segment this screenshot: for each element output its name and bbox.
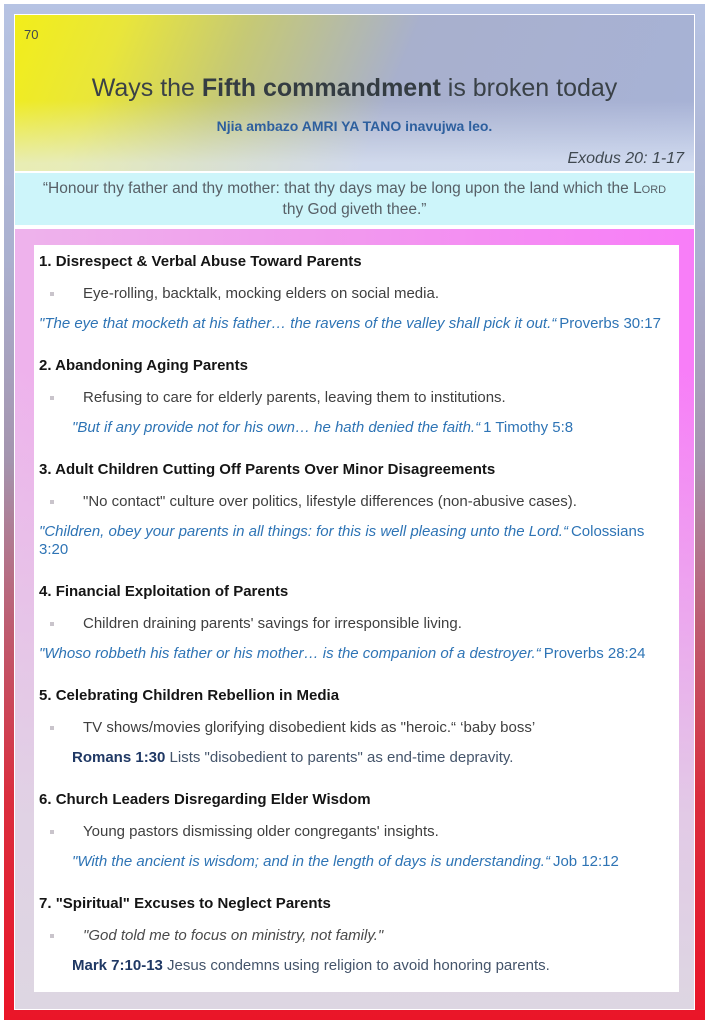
item-heading	[39, 687, 671, 705]
item-bullet-text: "No contact" culture over politics, lifestyle differences (non-abusive cases).	[83, 493, 577, 510]
scripture-comment: Lists "disobedient to parents" as end-time depravity.	[165, 749, 514, 766]
item-bullet	[39, 615, 671, 633]
item-scripture	[72, 853, 671, 871]
item-heading-text: "Spiritual" Excuses to Neglect Parents	[55, 895, 331, 912]
item-heading-text: Church Leaders Disregarding Elder Wisdom	[55, 791, 371, 808]
list-item	[39, 583, 671, 663]
item-bullet-text: Eye-rolling, backtalk, mocking elders on social media.	[83, 285, 439, 302]
bullet-icon	[50, 396, 54, 400]
lord-smallcaps: Lord	[633, 180, 667, 197]
scripture-comment: Jesus condemns using religion to avoid honoring parents.	[162, 957, 550, 974]
item-bullet	[39, 927, 671, 945]
content-box	[34, 245, 679, 992]
bullet-icon	[50, 292, 54, 296]
item-bullet-text: Young pastors dismissing older congregants' insights.	[83, 823, 439, 840]
item-number: 5.	[39, 687, 52, 704]
item-number: 2.	[39, 357, 52, 374]
item-heading-text: Adult Children Cutting Off Parents Over Minor Disagreements	[55, 461, 496, 478]
main-panel	[15, 229, 694, 1009]
scripture-ref-bold: Mark 7:10-13	[72, 957, 163, 974]
bullet-icon	[50, 622, 54, 626]
scripture-ref: Colossians 3:20	[39, 523, 645, 558]
item-bullet-text: TV shows/movies glorifying disobedient kids as "heroic.“ ‘baby boss’	[83, 719, 536, 736]
subtitle-swahili: Njia ambazo AMRI YA TANO inavujwa leo.	[216, 118, 493, 134]
scripture-ref: 1 Timothy 5:8	[483, 419, 574, 436]
item-scripture	[39, 523, 671, 559]
list-item	[39, 253, 671, 333]
item-scripture	[72, 419, 671, 437]
border-frame	[4, 4, 705, 1020]
bullet-icon	[50, 830, 54, 834]
item-bullet	[39, 493, 671, 511]
bullet-icon	[50, 934, 54, 938]
item-heading	[39, 791, 671, 809]
page-title	[15, 15, 694, 103]
item-number: 1.	[39, 253, 52, 270]
item-bullet	[39, 285, 671, 303]
item-heading-text: Financial Exploitation of Parents	[55, 583, 289, 600]
scripture-ref: Proverbs 30:17	[559, 315, 661, 332]
scripture-quote: "But if any provide not for his own… he hath denied the faith.“	[72, 419, 481, 436]
verse-part2: thy God giveth thee.”	[282, 200, 427, 218]
scripture-ref-bold: Romans 1:30	[72, 749, 166, 766]
item-heading	[39, 583, 671, 601]
item-heading	[39, 357, 671, 375]
items-list	[39, 253, 671, 975]
list-item	[39, 357, 671, 437]
item-bullet-text: Children draining parents' savings for irresponsible living.	[83, 615, 462, 632]
item-heading	[39, 895, 671, 913]
item-number: 3.	[39, 461, 52, 478]
scripture-quote: "The eye that mocketh at his father… the ravens of the valley shall pick it out.“	[39, 315, 557, 332]
item-number: 4.	[39, 583, 52, 600]
item-scripture	[39, 645, 671, 663]
scripture-quote: "With the ancient is wisdom; and in the length of days is understanding.“	[72, 853, 550, 870]
item-scripture	[72, 957, 671, 975]
title-bold: Fifth commandment	[201, 74, 441, 102]
list-item	[39, 461, 671, 559]
item-heading-text: Abandoning Aging Parents	[55, 357, 248, 374]
scripture-quote: "Whoso robbeth his father or his mother… is the companion of a destroyer.“	[39, 645, 541, 662]
list-item	[39, 895, 671, 975]
item-scripture	[39, 315, 671, 333]
item-number: 7.	[39, 895, 52, 912]
item-heading	[39, 253, 671, 271]
page-number: 70	[24, 27, 39, 42]
scripture-reference: Exodus 20: 1-17	[567, 150, 684, 167]
item-heading-text: Celebrating Children Rebellion in Media	[55, 687, 340, 704]
item-heading-text: Disrespect & Verbal Abuse Toward Parents	[55, 253, 362, 270]
item-heading	[39, 461, 671, 479]
scripture-ref: Job 12:12	[552, 853, 619, 870]
item-bullet	[39, 719, 671, 737]
item-bullet	[39, 389, 671, 407]
title-pre: Ways the	[91, 74, 202, 102]
list-item	[39, 687, 671, 767]
bullet-icon	[50, 726, 54, 730]
title-post: is broken today	[440, 74, 618, 102]
item-bullet	[39, 823, 671, 841]
item-scripture	[72, 749, 671, 767]
list-item	[39, 791, 671, 871]
item-bullet-text: "God told me to focus on ministry, not family."	[83, 927, 384, 944]
header	[15, 15, 694, 171]
content-area	[14, 14, 695, 1010]
scripture-quote: "Children, obey your parents in all things: for this is well pleasing unto the Lord.“	[39, 523, 568, 540]
verse-banner	[15, 173, 694, 225]
verse-part1: “Honour thy father and thy mother: that thy days may be long upon the land which the	[42, 180, 634, 197]
bullet-icon	[50, 500, 54, 504]
item-bullet-text: Refusing to care for elderly parents, leaving them to institutions.	[83, 389, 506, 406]
item-number: 6.	[39, 791, 52, 808]
scripture-ref: Proverbs 28:24	[543, 645, 646, 662]
